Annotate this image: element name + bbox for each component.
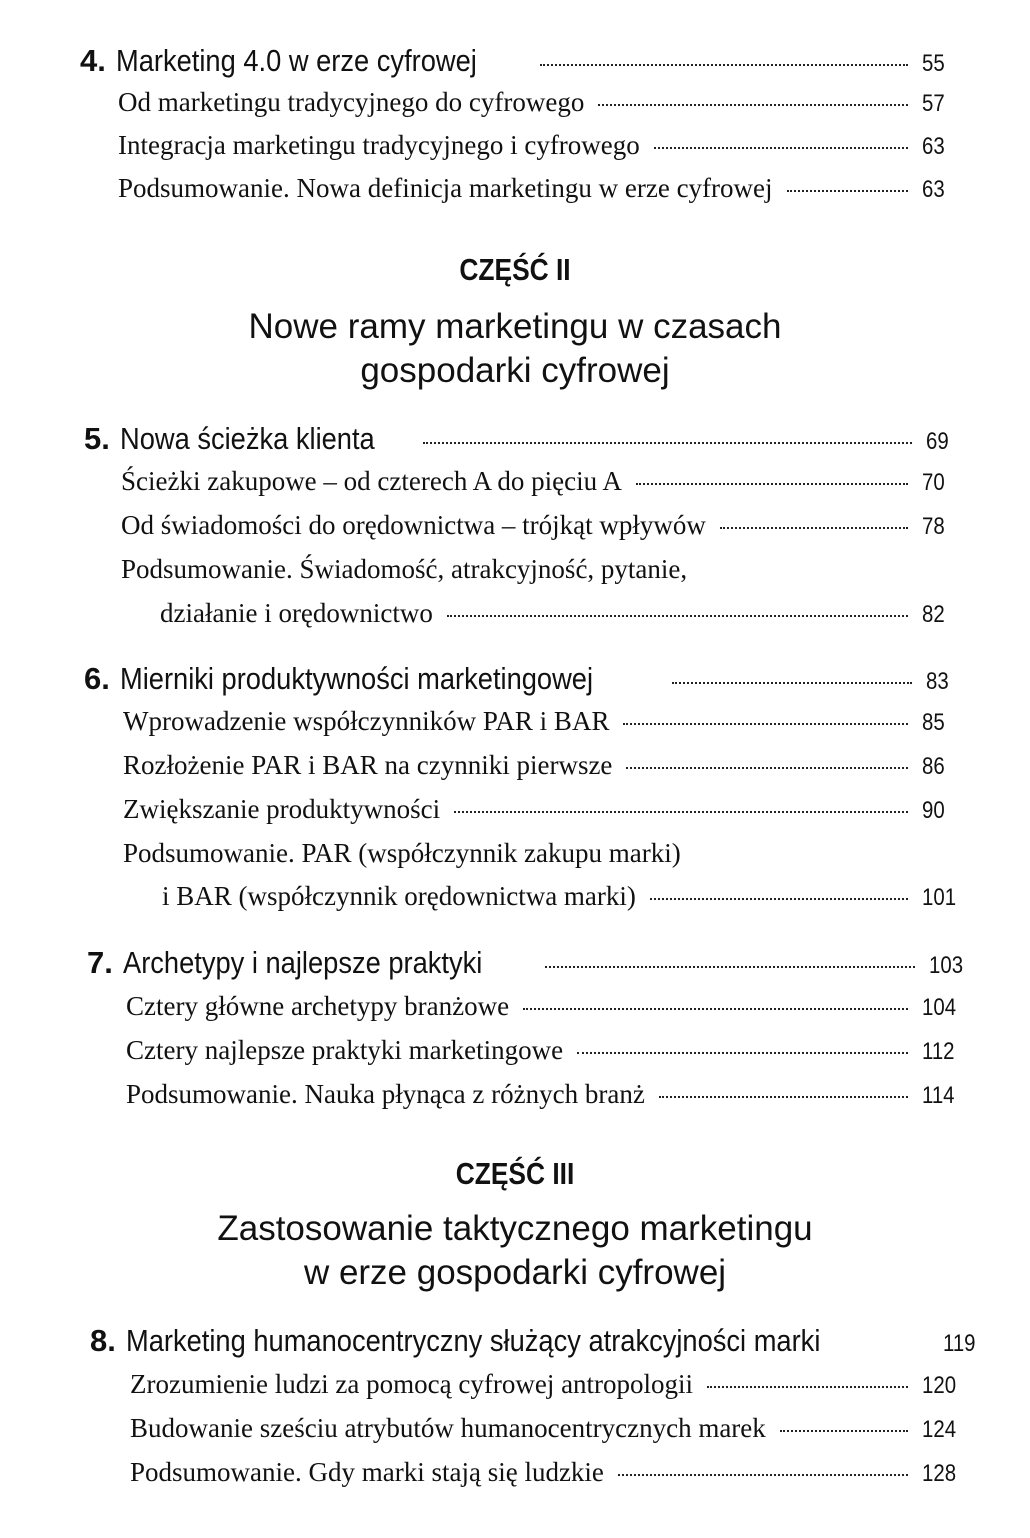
part-3-label: CZĘŚĆ III (455, 1156, 575, 1191)
chapter-8-heading (90, 1322, 976, 1359)
dot-leader (626, 767, 908, 769)
chapter-title: Marketing 4.0 w erze cyfrowej (116, 43, 477, 78)
toc-entry (123, 793, 970, 826)
dot-leader (618, 1474, 908, 1476)
chapter-title: Mierniki produktywności marketingowej (120, 661, 594, 696)
dot-leader (654, 147, 908, 149)
toc-entry-first-line (121, 553, 970, 585)
page-number: 83 (926, 668, 949, 695)
page-number: 104 (922, 994, 957, 1021)
entry-title: Rozłożenie PAR i BAR na czynniki pierwsze (123, 750, 613, 780)
entry-title: Zwiększanie produktywności (123, 794, 441, 824)
part-2-label: CZĘŚĆ II (459, 252, 571, 287)
dot-leader (650, 898, 908, 900)
chapter-number: 7. (87, 945, 113, 980)
entry-title: Podsumowanie. Nauka płynąca z różnych branż (126, 1079, 645, 1109)
page-number: 114 (922, 1082, 955, 1109)
toc-entry (130, 1368, 970, 1401)
dot-leader (447, 615, 908, 617)
chapter-title: Nowa ścieżka klienta (120, 421, 375, 456)
part-3-title-line-2: w erze gospodarki cyfrowej (303, 1253, 727, 1292)
dot-leader (540, 64, 908, 66)
entry-title: Podsumowanie. PAR (współczynnik zakupu marki) (123, 838, 681, 868)
dot-leader (672, 682, 912, 684)
dot-leader (707, 1386, 908, 1388)
dot-leader (659, 1096, 908, 1098)
part-2-title-line-2: gospodarki cyfrowej (360, 351, 670, 390)
toc-entry-first-line (123, 837, 970, 869)
toc-entry-continuation (160, 597, 970, 630)
entry-title: Cztery najlepsze praktyki marketingowe (126, 1035, 564, 1065)
chapter-number: 8. (90, 1323, 116, 1358)
dot-leader (636, 483, 908, 485)
page-number: 69 (926, 428, 949, 455)
toc-entry (130, 1412, 970, 1445)
page-number: 57 (922, 90, 945, 117)
dot-leader (780, 1430, 908, 1432)
toc-entry (121, 509, 970, 542)
dot-leader (545, 966, 915, 968)
chapter-number: 5. (84, 421, 110, 456)
toc-entry (123, 749, 970, 782)
page-number: 78 (922, 513, 945, 540)
dot-leader (577, 1052, 908, 1054)
page-number: 85 (922, 709, 945, 736)
entry-title: Ścieżki zakupowe – od czterech A do pięciu A (121, 466, 622, 496)
dot-leader (787, 190, 908, 192)
page-number: 120 (922, 1372, 957, 1399)
dot-leader (720, 527, 908, 529)
page-number: 55 (922, 50, 945, 77)
entry-title: Integracja marketingu tradycyjnego i cyfrowego (118, 130, 640, 160)
entry-title-continuation: działanie i orędownictwo (160, 598, 433, 628)
entry-title: Podsumowanie. Świadomość, atrakcyjność, pytanie, (121, 554, 688, 584)
chapter-5-heading (84, 420, 974, 457)
toc-entry-continuation (162, 880, 970, 913)
dot-leader (523, 1008, 908, 1010)
part-2-title-line-1: Nowe ramy marketingu w czasach (248, 307, 782, 346)
entry-title: Zrozumienie ludzi za pomocą cyfrowej antropologii (130, 1369, 694, 1399)
toc-entry (126, 990, 970, 1023)
dot-leader (454, 811, 908, 813)
dot-leader (423, 442, 912, 444)
page-number: 63 (922, 133, 945, 160)
page-number: 63 (922, 176, 945, 203)
part-3-title-line-1: Zastosowanie taktycznego marketingu (217, 1209, 813, 1248)
page-number: 86 (922, 753, 945, 780)
toc-entry (121, 465, 970, 498)
toc-entry (118, 129, 970, 162)
toc-entry (130, 1456, 970, 1489)
page-number: 70 (922, 469, 945, 496)
chapter-title: Archetypy i najlepsze praktyki (123, 945, 483, 980)
entry-title: Od świadomości do orędownictwa – trójkąt wpływów (121, 510, 706, 540)
toc-entry (126, 1078, 970, 1111)
entry-title: Wprowadzenie współczynników PAR i BAR (123, 706, 610, 736)
toc-entry (126, 1034, 970, 1067)
toc-entry (118, 172, 970, 205)
page-number: 119 (943, 1330, 976, 1357)
chapter-number: 6. (84, 661, 110, 696)
entry-title: Podsumowanie. Nowa definicja marketingu w erze cyfrowej (118, 173, 773, 203)
chapter-title: Marketing humanocentryczny służący atrakcyjności marki (126, 1323, 821, 1358)
chapter-4-heading (80, 42, 970, 79)
toc-entry (118, 86, 970, 119)
chapter-number: 4. (80, 43, 106, 78)
page-number: 82 (922, 601, 945, 628)
page-number: 90 (922, 797, 945, 824)
page-number: 124 (922, 1416, 957, 1443)
page-number: 103 (929, 952, 964, 979)
entry-title-continuation: i BAR (współczynnik orędownictwa marki) (162, 881, 636, 911)
dot-leader (623, 723, 908, 725)
chapter-7-heading (87, 944, 977, 981)
dot-leader (598, 104, 908, 106)
entry-title: Od marketingu tradycyjnego do cyfrowego (118, 87, 585, 117)
entry-title: Cztery główne archetypy branżowe (126, 991, 510, 1021)
page-number: 101 (922, 884, 957, 911)
toc-entry (123, 705, 970, 738)
page-number: 128 (922, 1460, 957, 1487)
entry-title: Podsumowanie. Gdy marki stają się ludzkie (130, 1457, 604, 1487)
entry-title: Budowanie sześciu atrybutów humanocentrycznych marek (130, 1413, 766, 1443)
chapter-6-heading (84, 660, 974, 697)
page-number: 112 (922, 1038, 955, 1065)
